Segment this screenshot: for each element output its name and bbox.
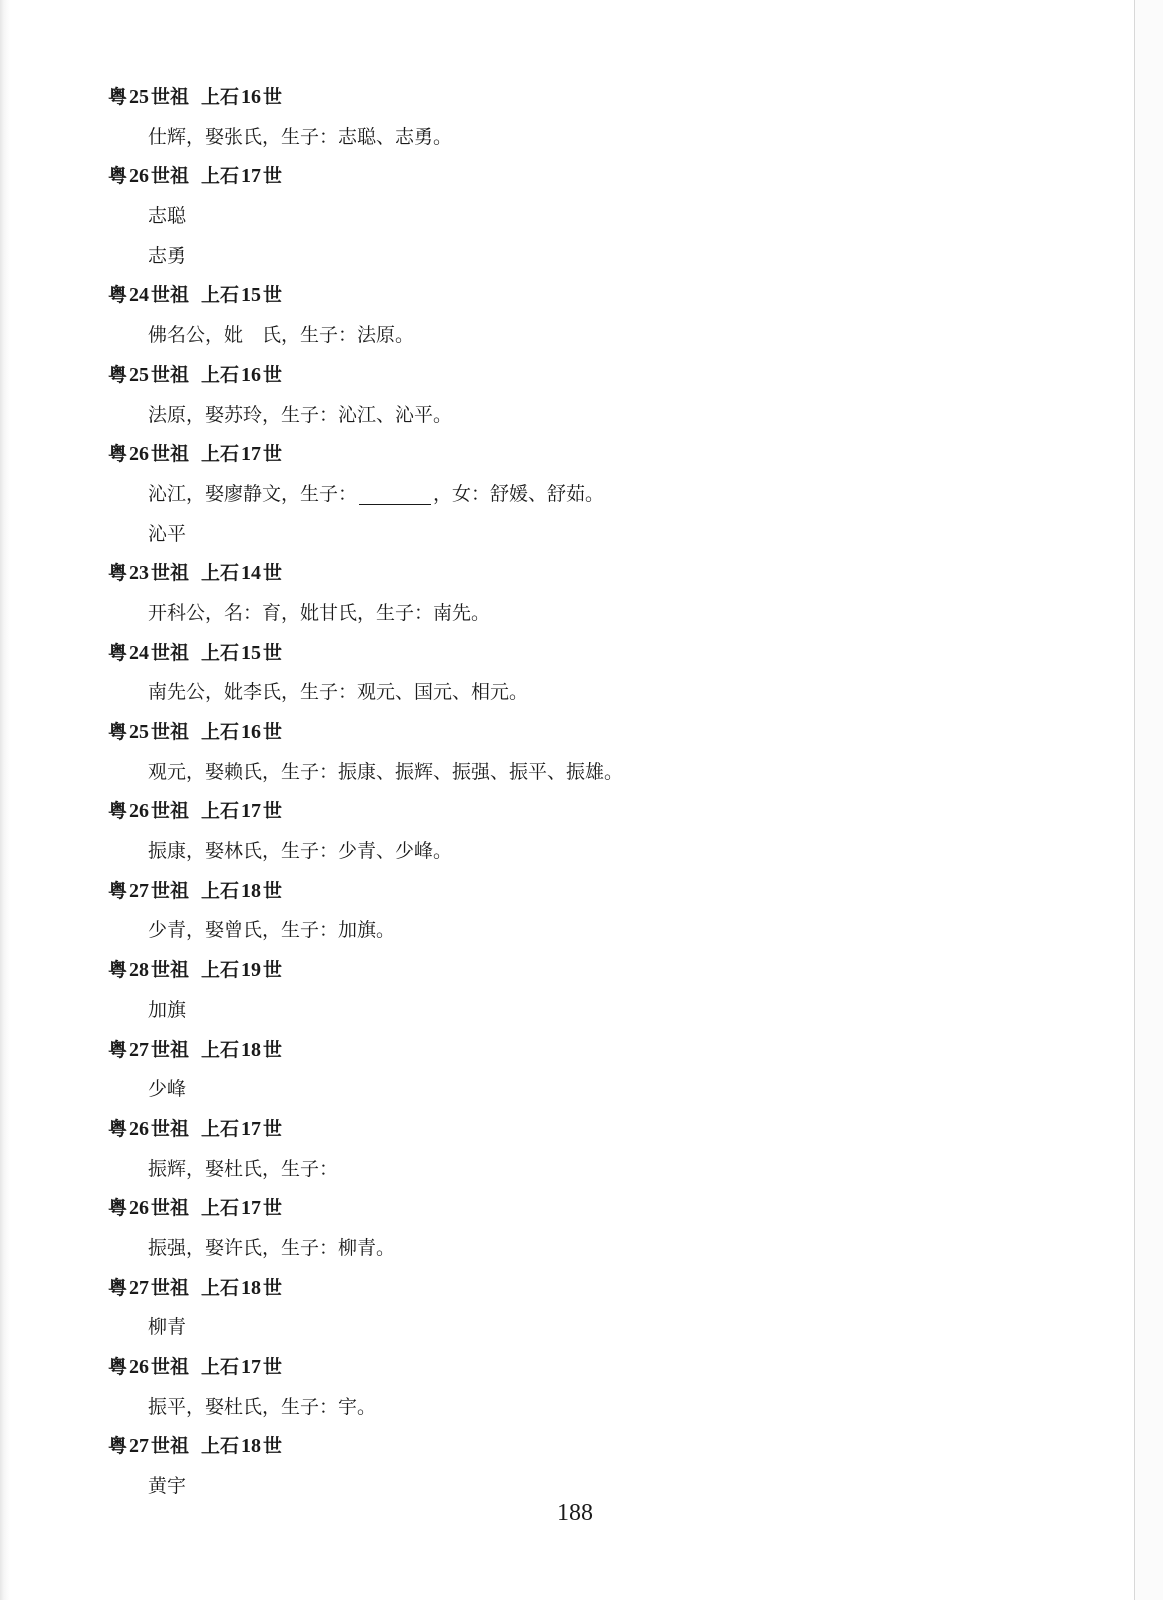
gen-prefix-yue: 粤 — [108, 165, 128, 188]
person-entry — [108, 1070, 1088, 1110]
shangshi-generation-number: 17 — [241, 800, 262, 823]
gen-prefix-yue: 粤 — [108, 879, 128, 902]
entry-text: 少青，娶曾氏，生子：加旗。 — [148, 919, 396, 942]
entry-text: 开科公，名：育，妣甘氏，生子：南先。 — [148, 601, 491, 624]
entry-text: 观元，娶赖氏，生子：振康、振辉、振强、振平、振雄。 — [148, 760, 624, 783]
person-entry — [108, 515, 1088, 555]
gen-prefix-shangshi: 上石 — [201, 363, 240, 386]
gen-suffix-shizu: 世祖 — [151, 800, 190, 823]
generation-heading — [108, 1031, 1088, 1071]
gen-suffix-shizu: 世祖 — [151, 879, 190, 902]
shangshi-generation-number: 16 — [241, 363, 262, 386]
shangshi-generation-number: 16 — [241, 86, 262, 108]
shangshi-generation-number: 18 — [241, 879, 262, 902]
person-entry — [108, 991, 1088, 1031]
gen-prefix-shangshi: 上石 — [201, 721, 240, 743]
gen-suffix-shi: 世 — [263, 1435, 283, 1458]
gen-prefix-shangshi: 上石 — [201, 1356, 240, 1378]
gen-suffix-shizu: 世祖 — [151, 284, 190, 307]
person-entry — [108, 396, 1088, 436]
entry-text: 加旗 — [148, 998, 187, 1021]
person-entry — [108, 197, 1088, 237]
gen-prefix-yue: 粤 — [108, 800, 128, 823]
gen-suffix-shi: 世 — [263, 1117, 283, 1140]
gen-suffix-shi: 世 — [263, 1356, 283, 1378]
entry-text: 法原，娶苏玲，生子：沁江、沁平。 — [148, 403, 453, 426]
shangshi-generation-number: 15 — [241, 641, 262, 664]
gen-prefix-yue: 粤 — [108, 1435, 128, 1458]
generation-heading — [108, 356, 1088, 396]
gen-suffix-shizu: 世祖 — [151, 1276, 190, 1299]
person-entry — [108, 832, 1088, 872]
generation-heading — [108, 1427, 1088, 1467]
gen-suffix-shi: 世 — [263, 1276, 283, 1299]
shangshi-generation-number: 17 — [241, 1197, 262, 1220]
gen-suffix-shi: 世 — [263, 641, 283, 664]
gen-suffix-shi: 世 — [263, 165, 283, 188]
person-entry — [108, 1150, 1088, 1190]
gen-suffix-shi: 世 — [263, 879, 283, 902]
generation-heading — [108, 78, 1088, 118]
entry-text: ，女：舒媛、舒茹。 — [433, 482, 605, 505]
shangshi-generation-number: 15 — [241, 284, 262, 307]
shangshi-generation-number: 18 — [241, 1276, 262, 1299]
entry-text: 振康，娶林氏，生子：少青、少峰。 — [148, 840, 453, 863]
entry-text: 志勇 — [148, 244, 187, 267]
gen-suffix-shizu: 世祖 — [151, 443, 190, 466]
genealogy-content — [108, 78, 1088, 1507]
yue-generation-number: 23 — [129, 562, 150, 585]
shangshi-generation-number: 16 — [241, 721, 262, 743]
yue-generation-number: 26 — [129, 165, 150, 188]
yue-generation-number: 27 — [129, 1435, 150, 1458]
yue-generation-number: 24 — [129, 641, 150, 664]
generation-heading — [108, 435, 1088, 475]
gen-prefix-yue: 粤 — [108, 1276, 128, 1299]
shangshi-generation-number: 18 — [241, 1435, 262, 1458]
gen-prefix-yue: 粤 — [108, 562, 128, 585]
yue-generation-number: 25 — [129, 363, 150, 386]
generation-heading — [108, 1269, 1088, 1309]
gen-prefix-shangshi: 上石 — [201, 879, 240, 902]
yue-generation-number: 26 — [129, 1197, 150, 1220]
gen-suffix-shizu: 世祖 — [151, 641, 190, 664]
gen-prefix-shangshi: 上石 — [201, 284, 240, 307]
yue-generation-number: 26 — [129, 443, 150, 466]
gen-suffix-shizu: 世祖 — [151, 86, 190, 108]
person-entry — [108, 1388, 1088, 1428]
gen-suffix-shizu: 世祖 — [151, 721, 190, 743]
person-entry — [108, 475, 1088, 515]
blank-underline — [359, 484, 431, 505]
entry-text: 沁江，娶廖静文，生子： — [148, 482, 358, 505]
shangshi-generation-number: 17 — [241, 1356, 262, 1378]
generation-heading — [108, 951, 1088, 991]
yue-generation-number: 27 — [129, 1038, 150, 1061]
person-entry — [108, 316, 1088, 356]
yue-generation-number: 24 — [129, 284, 150, 307]
entry-text: 柳青 — [148, 1316, 187, 1339]
scan-left-edge — [0, 0, 10, 1600]
gen-suffix-shizu: 世祖 — [151, 363, 190, 386]
person-entry — [108, 911, 1088, 951]
generation-heading — [108, 157, 1088, 197]
person-entry — [108, 237, 1088, 277]
scan-right-edge — [1134, 0, 1163, 1600]
gen-prefix-shangshi: 上石 — [201, 443, 240, 466]
shangshi-generation-number: 14 — [241, 562, 262, 585]
entry-text: 南先公，妣李氏，生子：观元、国元、相元。 — [148, 681, 529, 704]
generation-heading — [108, 872, 1088, 912]
generation-heading — [108, 276, 1088, 316]
gen-suffix-shizu: 世祖 — [151, 165, 190, 188]
person-entry — [108, 118, 1088, 158]
gen-prefix-shangshi: 上石 — [201, 1117, 240, 1140]
gen-suffix-shi: 世 — [263, 959, 283, 982]
gen-suffix-shizu: 世祖 — [151, 1435, 190, 1458]
yue-generation-number: 25 — [129, 721, 150, 743]
entry-text: 黄宇 — [148, 1475, 187, 1498]
gen-prefix-yue: 粤 — [108, 443, 128, 466]
gen-prefix-yue: 粤 — [108, 284, 128, 307]
page-number: 188 — [557, 1500, 593, 1526]
yue-generation-number: 27 — [129, 879, 150, 902]
gen-suffix-shi: 世 — [263, 1197, 283, 1220]
gen-prefix-shangshi: 上石 — [201, 1435, 240, 1458]
entry-text: 仕辉，娶张氏，生子：志聪、志勇。 — [148, 125, 453, 148]
gen-suffix-shi: 世 — [263, 800, 283, 823]
gen-prefix-yue: 粤 — [108, 1038, 128, 1061]
gen-prefix-yue: 粤 — [108, 1117, 128, 1140]
entry-text: 少峰 — [148, 1078, 187, 1101]
person-entry — [108, 753, 1088, 793]
entry-text: 佛名公，妣 氏，生子：法原。 — [148, 324, 415, 347]
gen-prefix-shangshi: 上石 — [201, 562, 240, 585]
shangshi-generation-number: 17 — [241, 443, 262, 466]
gen-suffix-shizu: 世祖 — [151, 1117, 190, 1140]
gen-suffix-shi: 世 — [263, 363, 283, 386]
gen-prefix-shangshi: 上石 — [201, 641, 240, 664]
entry-text: 振平，娶杜氏，生子：宇。 — [148, 1395, 377, 1418]
yue-generation-number: 26 — [129, 800, 150, 823]
entry-text: 志聪 — [148, 205, 187, 228]
gen-suffix-shi: 世 — [263, 443, 283, 466]
yue-generation-number: 28 — [129, 959, 150, 982]
gen-suffix-shi: 世 — [263, 562, 283, 585]
gen-prefix-yue: 粤 — [108, 363, 128, 386]
generation-heading — [108, 554, 1088, 594]
shangshi-generation-number: 17 — [241, 165, 262, 188]
gen-suffix-shizu: 世祖 — [151, 562, 190, 585]
entry-text: 振辉，娶杜氏，生子： — [148, 1157, 339, 1180]
gen-prefix-yue: 粤 — [108, 959, 128, 982]
yue-generation-number: 26 — [129, 1117, 150, 1140]
person-entry — [108, 673, 1088, 713]
gen-prefix-shangshi: 上石 — [201, 86, 240, 108]
yue-generation-number: 26 — [129, 1356, 150, 1378]
generation-heading — [108, 1348, 1088, 1388]
shangshi-generation-number: 18 — [241, 1038, 262, 1061]
gen-prefix-shangshi: 上石 — [201, 1197, 240, 1220]
person-entry — [108, 1308, 1088, 1348]
yue-generation-number: 25 — [129, 86, 150, 108]
gen-suffix-shizu: 世祖 — [151, 1197, 190, 1220]
gen-suffix-shi: 世 — [263, 1038, 283, 1061]
gen-prefix-yue: 粤 — [108, 641, 128, 664]
gen-suffix-shizu: 世祖 — [151, 1356, 190, 1378]
generation-heading — [108, 634, 1088, 674]
generation-heading — [108, 1189, 1088, 1229]
gen-suffix-shizu: 世祖 — [151, 1038, 190, 1061]
gen-prefix-yue: 粤 — [108, 1197, 128, 1220]
gen-suffix-shi: 世 — [263, 721, 283, 743]
entry-text: 振强，娶许氏，生子：柳青。 — [148, 1236, 396, 1259]
shangshi-generation-number: 17 — [241, 1117, 262, 1140]
shangshi-generation-number: 19 — [241, 959, 262, 982]
generation-heading — [108, 713, 1088, 753]
gen-prefix-yue: 粤 — [108, 721, 128, 743]
gen-suffix-shizu: 世祖 — [151, 959, 190, 982]
gen-prefix-shangshi: 上石 — [201, 165, 240, 188]
generation-heading — [108, 1110, 1088, 1150]
person-entry — [108, 1229, 1088, 1269]
gen-suffix-shi: 世 — [263, 284, 283, 307]
person-entry — [108, 594, 1088, 634]
gen-suffix-shi: 世 — [263, 86, 283, 108]
gen-prefix-yue: 粤 — [108, 86, 128, 108]
generation-heading — [108, 792, 1088, 832]
gen-prefix-shangshi: 上石 — [201, 1038, 240, 1061]
yue-generation-number: 27 — [129, 1276, 150, 1299]
gen-prefix-shangshi: 上石 — [201, 800, 240, 823]
gen-prefix-yue: 粤 — [108, 1356, 128, 1378]
gen-prefix-shangshi: 上石 — [201, 959, 240, 982]
gen-prefix-shangshi: 上石 — [201, 1276, 240, 1299]
entry-text: 沁平 — [148, 522, 187, 545]
